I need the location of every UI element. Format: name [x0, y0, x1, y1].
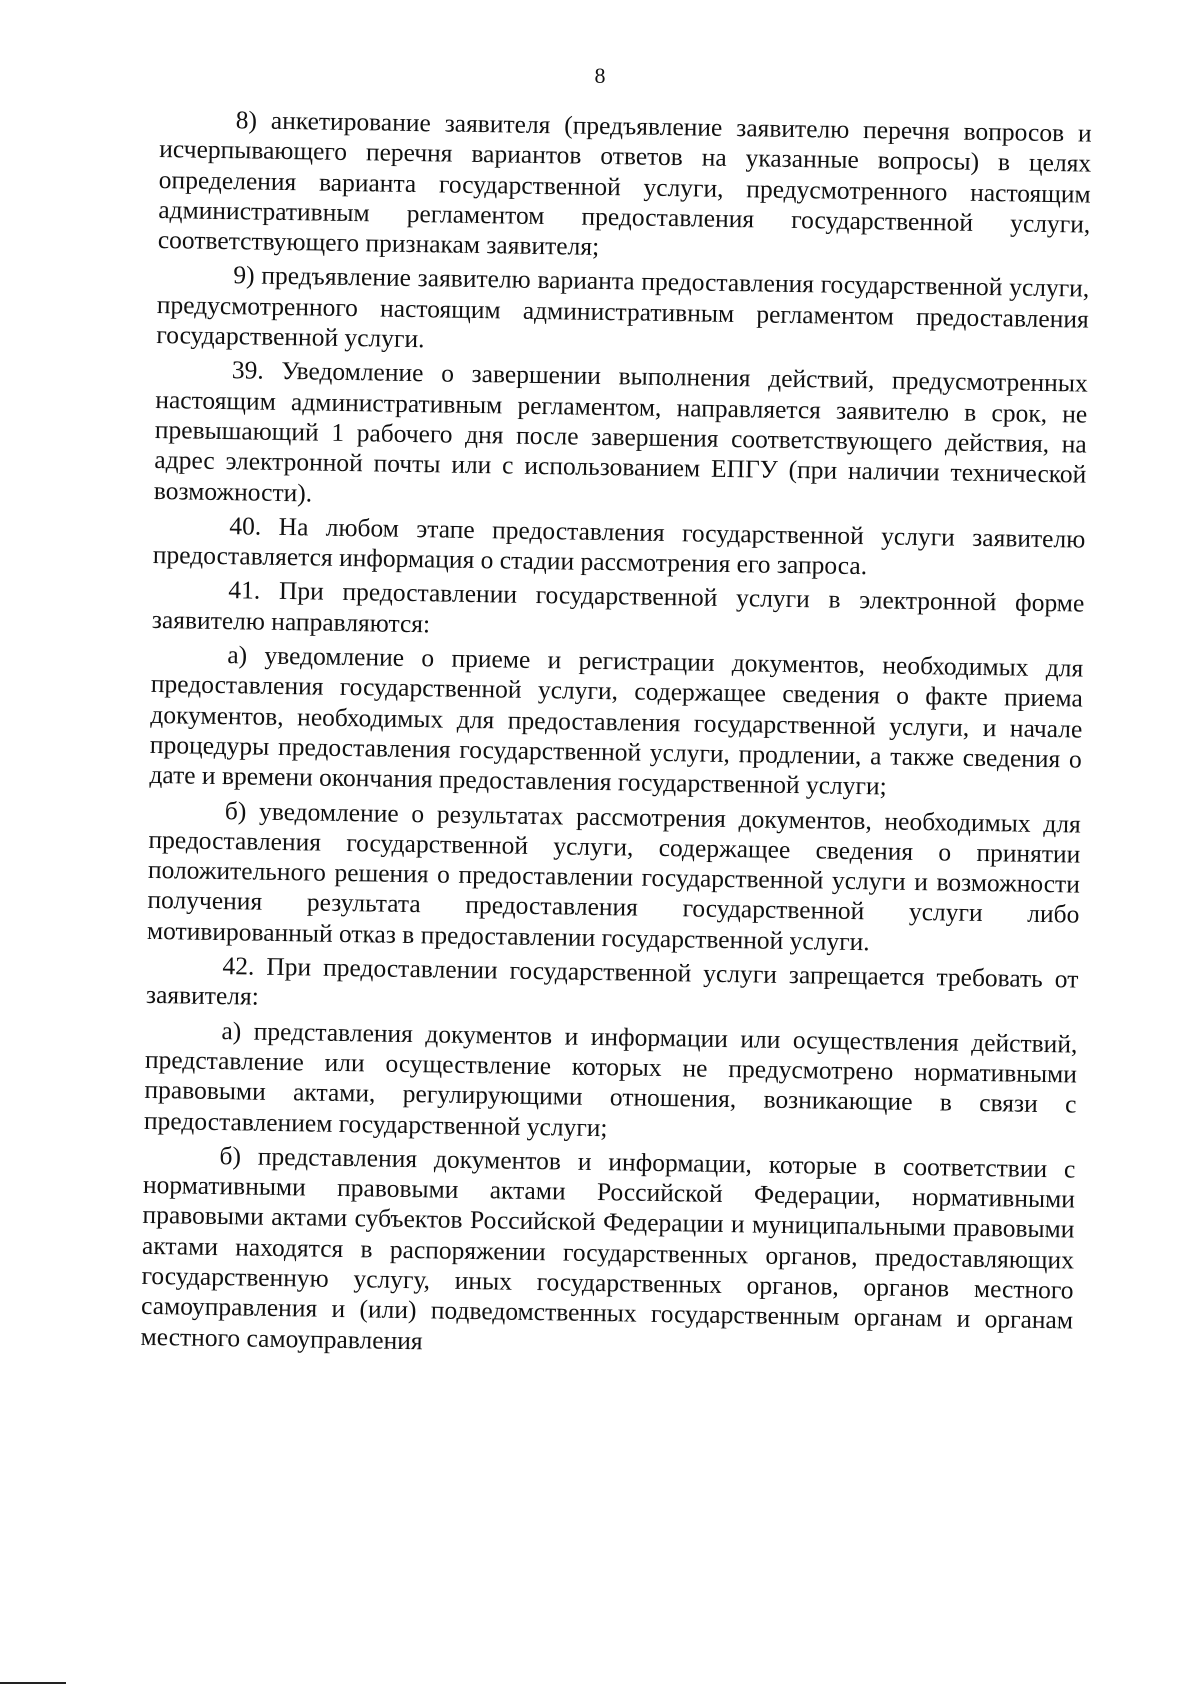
page-number: 8 — [594, 63, 606, 88]
document-body — [140, 104, 1092, 1370]
paragraph-40: 40. На любом этапе предоставления государственной услуги заявителю предоставляется информация о стадии рассмотрения его запроса. — [152, 511, 1086, 581]
paragraph-42: 42. При предоставлении государственной услуги запрещается требовать от заявителя: — [145, 951, 1079, 1011]
paragraph-41: 41. При предоставлении государственной услуги в электронной форме заявителю направляются: — [151, 575, 1085, 639]
paragraph-item-9: 9) предъявление заявителю варианта предоставления государственной услуги, предусмотренного настоящим административным регламентом предоставления государственной услуги. — [156, 260, 1090, 354]
paragraph-42-a: а) представления документов и информации или осуществления действий, представление или осуществление которых не предусмотрено нормативными правовыми актами, регулирующими отношения, возникающие в связи с предоставлением государственной услуги; — [143, 1015, 1078, 1142]
scan-edge-mark — [0, 1682, 66, 1684]
paragraph-42-b: б) представления документов и информации, которые в соответствии с нормативными правовыми актами Российской Федерации, нормативными правовыми актами субъектов Российской Федерации и муниципальными правовыми актами находятся в распоряжении государственных органов, предоставляющих государственную услугу, иных государственных органов, органов местного самоуправления и (или) подведомственных государственным органам и органам местного самоуправления — [140, 1140, 1076, 1355]
paragraph-39: 39. Уведомление о завершении выполнения действий, предусмотренных настоящим административным регламентом, направляется заявителю в срок, не превышающий 1 рабочего дня после завершения соответствующего действия, на адрес электронной почты или с использованием ЕПГУ (при наличии технической возможности). — [153, 355, 1088, 507]
paragraph-41-b: б) уведомление о результатах рассмотрения документов, необходимых для предоставления государственной услуги, содержащее сведения о принятии положительного решения о предоставлении государственной услуги и возможности получения результата предоставления государственной услуги либо мотивированный отказ в предоставлении государственной услуги. — [146, 795, 1082, 956]
paragraph-item-8: 8) анкетирование заявителя (предъявление заявителю перечня вопросов и исчерпывающего перечня вариантов ответов на указанные вопросы) в целях определения варианта государственной услуги, предусмотренного настоящим административным регламентом предоставления государственной услуги, соответствующего признакам заявителя; — [157, 105, 1092, 262]
paragraph-41-a: а) уведомление о приеме и регистрации документов, необходимых для предоставления государственной услуги, содержащее сведения о факте приема документов, необходимых для предоставления государственной услуги, и начале процедуры предоставления государственной услуги, продлении, а также сведения о дате и времени окончания предоставления государственной услуги; — [149, 640, 1084, 801]
